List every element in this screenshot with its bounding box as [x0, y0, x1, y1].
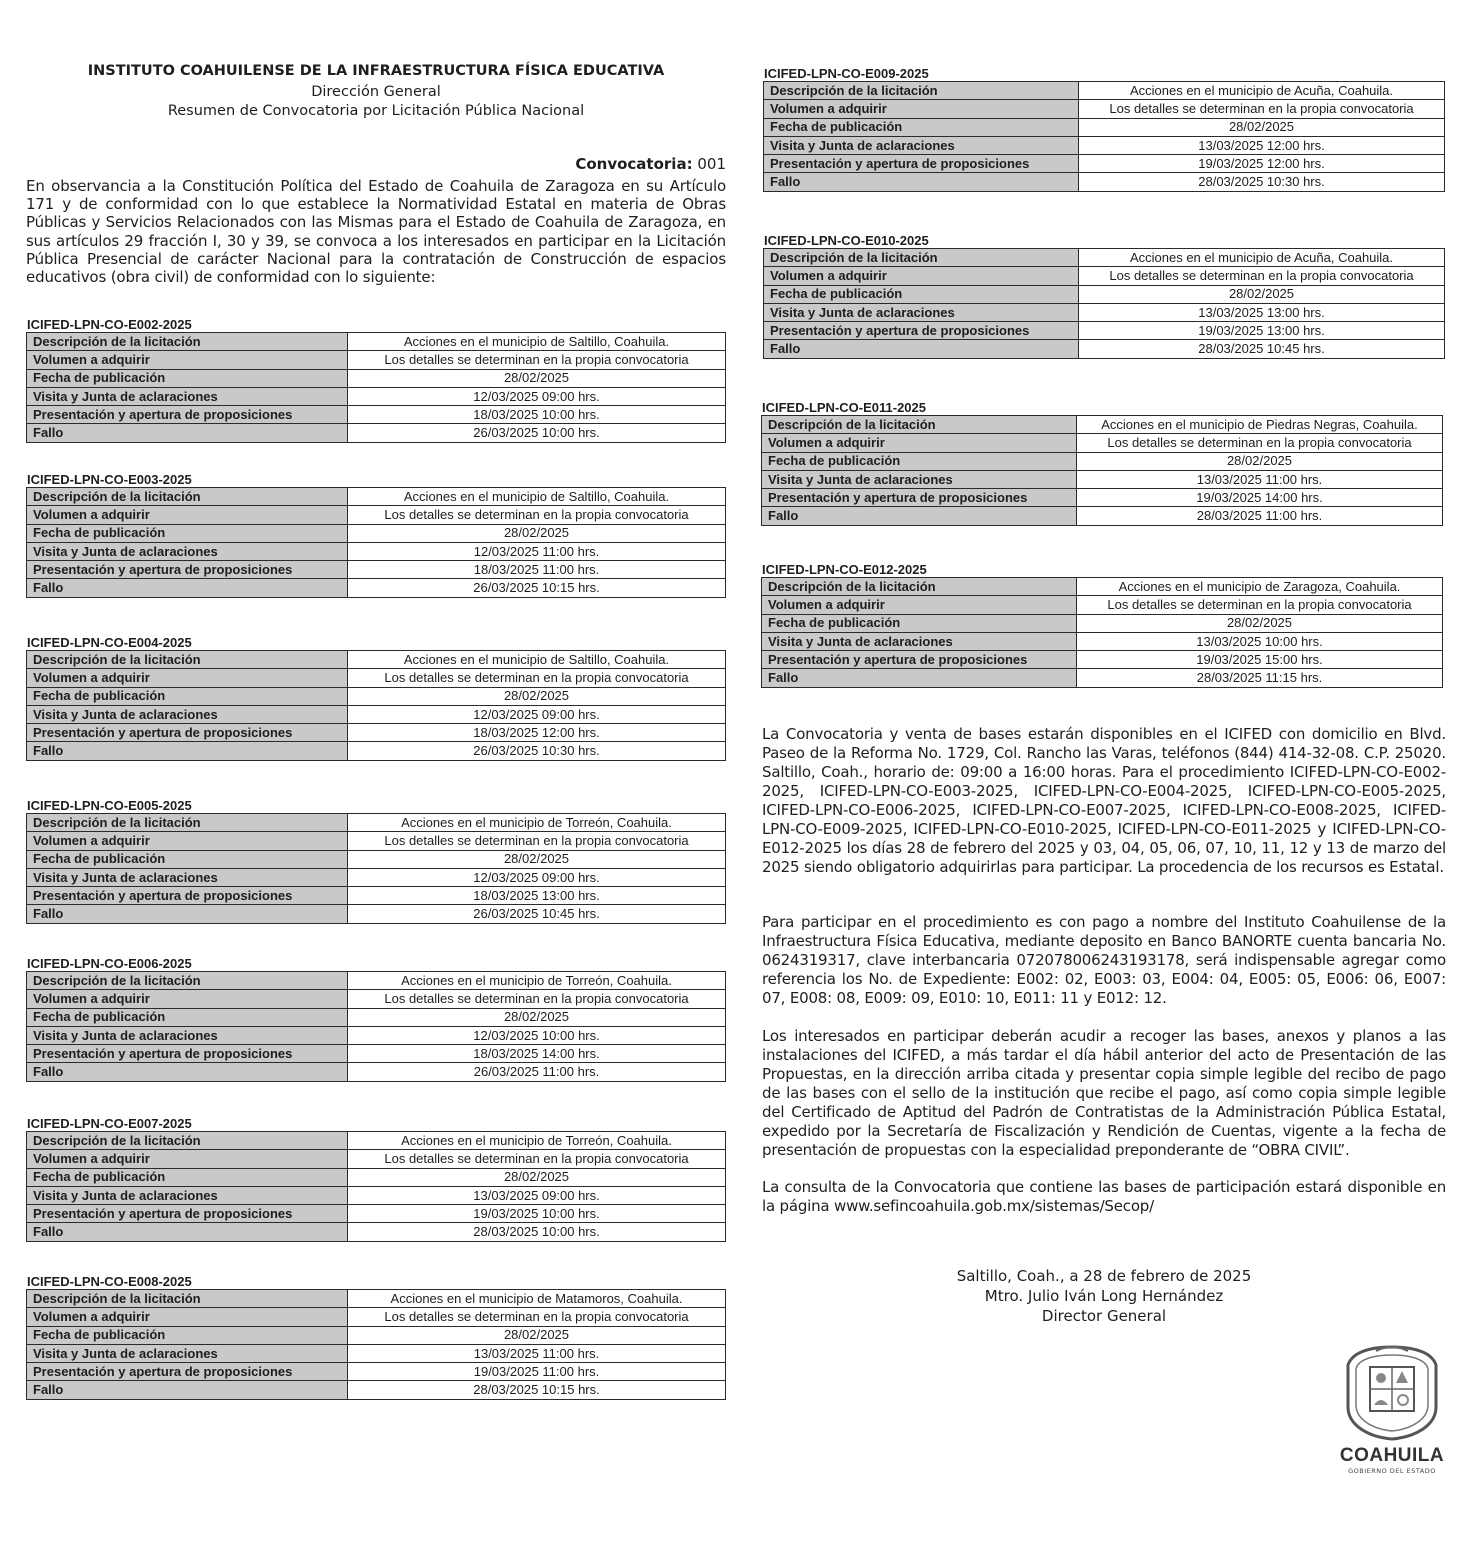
- licitacion-table: [763, 248, 1445, 359]
- row-label: Fallo: [27, 905, 348, 923]
- table-row: [27, 1308, 726, 1326]
- row-label: Descripción de la licitación: [27, 1290, 348, 1308]
- licitacion-block: [761, 563, 1443, 688]
- table-row: [27, 369, 726, 387]
- row-label: Descripción de la licitación: [27, 814, 348, 832]
- row-value: 28/03/2025 10:45 hrs.: [1079, 340, 1445, 358]
- table-row: [762, 470, 1443, 488]
- table-row: [764, 118, 1445, 136]
- licitacion-block: [26, 957, 726, 1082]
- row-label: Visita y Junta de aclaraciones: [27, 705, 348, 723]
- row-value: 28/02/2025: [348, 524, 726, 542]
- row-value: Acciones en el municipio de Torreón, Coahuila.: [348, 1132, 726, 1150]
- row-value: Los detalles se determinan en la propia convocatoria: [348, 506, 726, 524]
- convocatoria-value: 001: [697, 155, 726, 173]
- row-value: 26/03/2025 10:45 hrs.: [348, 905, 726, 923]
- row-value: 26/03/2025 10:15 hrs.: [348, 579, 726, 597]
- row-label: Presentación y apertura de proposiciones: [762, 489, 1077, 507]
- row-value: 28/03/2025 10:00 hrs.: [348, 1223, 726, 1241]
- row-label: Visita y Junta de aclaraciones: [762, 470, 1077, 488]
- table-row: [764, 303, 1445, 321]
- licitacion-table: [761, 577, 1443, 688]
- row-value: 26/03/2025 10:00 hrs.: [348, 424, 726, 442]
- signature-name: Mtro. Julio Iván Long Hernández: [984, 1287, 1224, 1305]
- table-row: [762, 434, 1443, 452]
- table-row: [764, 322, 1445, 340]
- row-value: Acciones en el municipio de Acuña, Coahuila.: [1079, 82, 1445, 100]
- row-label: Presentación y apertura de proposiciones: [27, 1045, 348, 1063]
- row-value: 18/03/2025 13:00 hrs.: [348, 887, 726, 905]
- row-value: 19/03/2025 11:00 hrs.: [348, 1363, 726, 1381]
- row-label: Fecha de publicación: [27, 524, 348, 542]
- table-row: [27, 406, 726, 424]
- row-value: 28/02/2025: [348, 1326, 726, 1344]
- table-row: [27, 579, 726, 597]
- row-label: Volumen a adquirir: [27, 351, 348, 369]
- licitacion-id: ICIFED-LPN-CO-E010-2025: [764, 233, 929, 248]
- row-label: Fallo: [764, 173, 1079, 191]
- row-value: 28/02/2025: [348, 1168, 726, 1186]
- row-label: Presentación y apertura de proposiciones: [762, 651, 1077, 669]
- row-label: Visita y Junta de aclaraciones: [27, 1344, 348, 1362]
- paragraph-consulta: La consulta de la Convocatoria que contiene las bases de participación estará disponible en la página www.sefincoahuila.gob.mx/sistemas/Secop/: [762, 1178, 1446, 1215]
- row-value: Los detalles se determinan en la propia convocatoria: [348, 1150, 726, 1168]
- row-value: 26/03/2025 11:00 hrs.: [348, 1063, 726, 1081]
- licitacion-table: [26, 1131, 726, 1242]
- row-label: Fallo: [27, 742, 348, 760]
- table-row: [27, 905, 726, 923]
- row-label: Presentación y apertura de proposiciones: [27, 1363, 348, 1381]
- row-value: Los detalles se determinan en la propia convocatoria: [1077, 434, 1443, 452]
- row-value: 28/03/2025 10:30 hrs.: [1079, 173, 1445, 191]
- row-value: 13/03/2025 09:00 hrs.: [348, 1186, 726, 1204]
- row-value: Acciones en el municipio de Torreón, Coahuila.: [348, 814, 726, 832]
- row-label: Presentación y apertura de proposiciones: [764, 322, 1079, 340]
- licitacion-table: [26, 971, 726, 1082]
- licitacion-block: [26, 636, 726, 761]
- row-label: Fallo: [762, 669, 1077, 687]
- row-value: Los detalles se determinan en la propia convocatoria: [348, 1308, 726, 1326]
- paragraph-pago: Para participar en el procedimiento es con pago a nombre del Instituto Coahuilense de la Infraestructura Física Educativa, mediante deposito en Banco BANORTE cuenta bancaria No. 0624319317, clave interbancaria 072078006243193178, será indispensable agregar como referencia los No. de Expediente: E002: 02, E003: 03, E004: 04, E005: 05, E006: 06, E007: 07, E008: 08, E009: 09, E010: 10, E011: 11 y E012: 12.: [762, 913, 1446, 1007]
- convocatoria-label: Convocatoria:: [575, 155, 693, 173]
- table-row: [764, 136, 1445, 154]
- row-label: Presentación y apertura de proposiciones: [27, 561, 348, 579]
- header-subtitle: Resumen de Convocatoria por Licitación Pública Nacional: [167, 103, 585, 119]
- table-row: [27, 1363, 726, 1381]
- row-value: 28/02/2025: [1079, 285, 1445, 303]
- row-value: Los detalles se determinan en la propia convocatoria: [1079, 100, 1445, 118]
- table-row: [27, 669, 726, 687]
- row-value: 13/03/2025 12:00 hrs.: [1079, 136, 1445, 154]
- row-label: Fallo: [27, 1381, 348, 1399]
- row-label: Volumen a adquirir: [762, 434, 1077, 452]
- table-row: [762, 489, 1443, 507]
- table-row: [764, 340, 1445, 358]
- table-row: [764, 82, 1445, 100]
- table-row: [27, 1344, 726, 1362]
- licitacion-id: ICIFED-LPN-CO-E002-2025: [27, 317, 192, 332]
- row-value: 18/03/2025 11:00 hrs.: [348, 561, 726, 579]
- table-row: [27, 1063, 726, 1081]
- row-label: Visita y Junta de aclaraciones: [27, 387, 348, 405]
- row-label: Descripción de la licitación: [27, 972, 348, 990]
- table-row: [27, 542, 726, 560]
- row-label: Fallo: [27, 1063, 348, 1081]
- table-row: [27, 724, 726, 742]
- row-label: Fallo: [764, 340, 1079, 358]
- row-value: 12/03/2025 09:00 hrs.: [348, 387, 726, 405]
- row-label: Visita y Junta de aclaraciones: [27, 1026, 348, 1044]
- row-value: Los detalles se determinan en la propia convocatoria: [1079, 267, 1445, 285]
- table-row: [27, 651, 726, 669]
- table-row: [27, 687, 726, 705]
- row-value: Los detalles se determinan en la propia convocatoria: [348, 832, 726, 850]
- table-row: [27, 887, 726, 905]
- table-row: [762, 651, 1443, 669]
- table-row: [27, 742, 726, 760]
- licitacion-table: [763, 81, 1445, 192]
- row-value: 28/02/2025: [348, 687, 726, 705]
- licitacion-id: ICIFED-LPN-CO-E012-2025: [762, 562, 927, 577]
- table-row: [27, 524, 726, 542]
- table-row: [27, 1045, 726, 1063]
- paragraph-requisitos: Los interesados en participar deberán acudir a recoger las bases, anexos y planos a las instalaciones del ICIFED, a más tardar el día hábil anterior del acto de Presentación de las Propuestas, en la dirección arriba citada y presentar copia simple legible del recibo de pago de las bases con el sello de la institución que recibe el pago, así como copia simple legible del Certificado de Aptitud del Padrón de Contratistas de la Administración Pública Estatal, expedido por la Secretaría de Fiscalización y Rendición de Cuentas, vigente a la fecha de presentación de propuestas con la especialidad preponderante de “OBRA CIVIL”.: [762, 1027, 1446, 1159]
- row-value: 18/03/2025 14:00 hrs.: [348, 1045, 726, 1063]
- row-label: Visita y Junta de aclaraciones: [27, 1186, 348, 1204]
- table-row: [27, 868, 726, 886]
- table-row: [27, 1223, 726, 1241]
- licitacion-table: [26, 1289, 726, 1400]
- row-label: Volumen a adquirir: [27, 1150, 348, 1168]
- licitacion-block: [761, 401, 1443, 526]
- row-label: Volumen a adquirir: [27, 1308, 348, 1326]
- table-row: [762, 596, 1443, 614]
- table-row: [762, 614, 1443, 632]
- table-row: [27, 1168, 726, 1186]
- row-label: Descripción de la licitación: [27, 488, 348, 506]
- row-value: 28/02/2025: [1077, 614, 1443, 632]
- table-row: [764, 173, 1445, 191]
- row-label: Descripción de la licitación: [762, 416, 1077, 434]
- row-value: 28/02/2025: [1077, 452, 1443, 470]
- row-value: Acciones en el municipio de Saltillo, Coahuila.: [348, 651, 726, 669]
- licitacion-block: [763, 234, 1445, 359]
- row-value: Los detalles se determinan en la propia convocatoria: [1077, 596, 1443, 614]
- row-value: 19/03/2025 14:00 hrs.: [1077, 489, 1443, 507]
- table-row: [762, 452, 1443, 470]
- row-value: 18/03/2025 12:00 hrs.: [348, 724, 726, 742]
- licitacion-id: ICIFED-LPN-CO-E005-2025: [27, 798, 192, 813]
- row-label: Fallo: [27, 424, 348, 442]
- table-row: [27, 850, 726, 868]
- licitacion-table: [26, 487, 726, 598]
- table-row: [27, 832, 726, 850]
- row-value: 12/03/2025 10:00 hrs.: [348, 1026, 726, 1044]
- logo-tagline: GOBIERNO DEL ESTADO: [1348, 1467, 1436, 1475]
- row-label: Volumen a adquirir: [27, 990, 348, 1008]
- licitacion-table: [761, 415, 1443, 526]
- row-value: 13/03/2025 11:00 hrs.: [348, 1344, 726, 1362]
- licitacion-id: ICIFED-LPN-CO-E011-2025: [762, 400, 926, 415]
- table-row: [27, 506, 726, 524]
- table-row: [762, 578, 1443, 596]
- row-value: 18/03/2025 10:00 hrs.: [348, 406, 726, 424]
- row-label: Presentación y apertura de proposiciones: [27, 887, 348, 905]
- table-row: [27, 1326, 726, 1344]
- paragraph-bases: La Convocatoria y venta de bases estarán disponibles en el ICIFED con domicilio en Blvd. Paseo de la Reforma No. 1729, Col. Rancho las Varas, teléfonos (844) 414-32-08. C.P. 25020. Saltillo, Coah., horario de: 09:00 a 16:00 horas. Para el procedimiento ICIFED-LPN-CO-E002-2025, ICIFED-LPN-CO-E003-2025, ICIFED-LPN-CO-E004-2025, ICIFED-LPN-CO-E005-2025, ICIFED-LPN-CO-E006-2025, ICIFED-LPN-CO-E007-2025, ICIFED-LPN-CO-E008-2025, ICIFED-LPN-CO-E009-2025, ICIFED-LPN-CO-E010-2025, ICIFED-LPN-CO-E011-2025 y ICIFED-LPN-CO-E012-2025 los días 28 de febrero del 2025 y 03, 04, 05, 06, 07, 10, 11, 12 y 13 de marzo del 2025 siendo obligatorio adquirirlas para participar. La procedencia de los recursos es Estatal.: [762, 725, 1446, 876]
- table-row: [762, 669, 1443, 687]
- logo-wordmark: COAHUILA: [1339, 1445, 1445, 1466]
- licitacion-id: ICIFED-LPN-CO-E007-2025: [27, 1116, 192, 1131]
- convocatoria-number: [26, 155, 726, 173]
- row-value: Los detalles se determinan en la propia convocatoria: [348, 990, 726, 1008]
- row-value: 13/03/2025 13:00 hrs.: [1079, 303, 1445, 321]
- row-value: 12/03/2025 11:00 hrs.: [348, 542, 726, 560]
- row-label: Descripción de la licitación: [762, 578, 1077, 596]
- row-label: Fecha de publicación: [27, 369, 348, 387]
- row-label: Visita y Junta de aclaraciones: [764, 136, 1079, 154]
- table-row: [27, 387, 726, 405]
- row-value: 28/03/2025 11:00 hrs.: [1077, 507, 1443, 525]
- table-row: [764, 285, 1445, 303]
- row-value: Acciones en el municipio de Piedras Negras, Coahuila.: [1077, 416, 1443, 434]
- row-label: Volumen a adquirir: [762, 596, 1077, 614]
- row-value: 13/03/2025 10:00 hrs.: [1077, 632, 1443, 650]
- row-label: Volumen a adquirir: [27, 506, 348, 524]
- licitacion-block: [26, 473, 726, 598]
- row-label: Fecha de publicación: [762, 452, 1077, 470]
- row-label: Fecha de publicación: [27, 1008, 348, 1026]
- row-label: Volumen a adquirir: [764, 267, 1079, 285]
- row-value: 28/02/2025: [348, 1008, 726, 1026]
- intro-paragraph: En observancia a la Constitución Política del Estado de Coahuila de Zaragoza en su Artículo 171 y de conformidad con lo que establece la Normatividad Estatal en materia de Obras Públicas y Servicios Relacionados con las Mismas para el Estado de Coahuila de Zaragoza, en sus artículos 29 fracción I, 30 y 39, se convoca a los interesados en participar en la Licitación Pública Presencial de carácter Nacional para la contratación de Construcción de espacios educativos (obra civil) de conformidad con lo siguiente:: [26, 177, 726, 287]
- row-value: 26/03/2025 10:30 hrs.: [348, 742, 726, 760]
- licitacion-block: [26, 1275, 726, 1400]
- licitacion-id: ICIFED-LPN-CO-E003-2025: [27, 472, 192, 487]
- row-label: Presentación y apertura de proposiciones: [27, 1205, 348, 1223]
- licitacion-block: [26, 1117, 726, 1242]
- row-label: Visita y Junta de aclaraciones: [762, 632, 1077, 650]
- row-label: Descripción de la licitación: [27, 651, 348, 669]
- row-label: Visita y Junta de aclaraciones: [764, 303, 1079, 321]
- row-value: Acciones en el municipio de Saltillo, Coahuila.: [348, 488, 726, 506]
- row-label: Visita y Junta de aclaraciones: [27, 542, 348, 560]
- row-value: 28/02/2025: [1079, 118, 1445, 136]
- table-row: [27, 333, 726, 351]
- header-org: INSTITUTO COAHUILENSE DE LA INFRAESTRUCTURA FÍSICA EDUCATIVA: [87, 63, 665, 79]
- row-value: Los detalles se determinan en la propia convocatoria: [348, 351, 726, 369]
- row-label: Fallo: [27, 579, 348, 597]
- licitacion-id: ICIFED-LPN-CO-E004-2025: [27, 635, 192, 650]
- row-value: 28/03/2025 10:15 hrs.: [348, 1381, 726, 1399]
- table-row: [764, 100, 1445, 118]
- row-label: Fallo: [762, 507, 1077, 525]
- row-label: Fecha de publicación: [27, 687, 348, 705]
- row-label: Descripción de la licitación: [27, 333, 348, 351]
- row-value: 19/03/2025 13:00 hrs.: [1079, 322, 1445, 340]
- table-row: [27, 1150, 726, 1168]
- table-row: [27, 1205, 726, 1223]
- table-row: [762, 416, 1443, 434]
- row-label: Descripción de la licitación: [27, 1132, 348, 1150]
- row-label: Fecha de publicación: [27, 1326, 348, 1344]
- row-label: Fecha de publicación: [764, 118, 1079, 136]
- row-value: 12/03/2025 09:00 hrs.: [348, 868, 726, 886]
- table-row: [27, 488, 726, 506]
- row-label: Descripción de la licitación: [764, 82, 1079, 100]
- row-label: Presentación y apertura de proposiciones: [764, 155, 1079, 173]
- row-label: Presentación y apertura de proposiciones: [27, 406, 348, 424]
- table-row: [27, 705, 726, 723]
- row-value: 28/02/2025: [348, 850, 726, 868]
- table-row: [27, 972, 726, 990]
- row-value: Acciones en el municipio de Zaragoza, Coahuila.: [1077, 578, 1443, 596]
- row-value: Acciones en el municipio de Torreón, Coahuila.: [348, 972, 726, 990]
- coahuila-logo: [1336, 1343, 1448, 1475]
- header-dept: Dirección General: [311, 84, 441, 100]
- row-value: 28/03/2025 11:15 hrs.: [1077, 669, 1443, 687]
- row-label: Presentación y apertura de proposiciones: [27, 724, 348, 742]
- row-label: Fecha de publicación: [762, 614, 1077, 632]
- table-row: [27, 351, 726, 369]
- licitacion-id: ICIFED-LPN-CO-E009-2025: [764, 66, 929, 81]
- table-row: [762, 507, 1443, 525]
- row-value: 19/03/2025 15:00 hrs.: [1077, 651, 1443, 669]
- table-row: [764, 267, 1445, 285]
- table-row: [764, 249, 1445, 267]
- licitacion-id: ICIFED-LPN-CO-E006-2025: [27, 956, 192, 971]
- row-value: Acciones en el municipio de Matamoros, Coahuila.: [348, 1290, 726, 1308]
- licitacion-table: [26, 332, 726, 443]
- row-label: Descripción de la licitación: [764, 249, 1079, 267]
- state-seal-icon: [1336, 1343, 1448, 1441]
- row-value: Acciones en el municipio de Acuña, Coahuila.: [1079, 249, 1445, 267]
- row-label: Fecha de publicación: [764, 285, 1079, 303]
- licitacion-block: [763, 67, 1445, 192]
- licitacion-block: [26, 799, 726, 924]
- signature-place-date: Saltillo, Coah., a 28 de febrero de 2025: [956, 1267, 1252, 1285]
- row-value: Los detalles se determinan en la propia convocatoria: [348, 669, 726, 687]
- table-row: [27, 990, 726, 1008]
- row-label: Fecha de publicación: [27, 1168, 348, 1186]
- table-row: [27, 814, 726, 832]
- row-label: Fecha de publicación: [27, 850, 348, 868]
- row-label: Fallo: [27, 1223, 348, 1241]
- table-row: [27, 1186, 726, 1204]
- row-label: Volumen a adquirir: [764, 100, 1079, 118]
- licitacion-id: ICIFED-LPN-CO-E008-2025: [27, 1274, 192, 1289]
- row-label: Volumen a adquirir: [27, 832, 348, 850]
- table-row: [27, 424, 726, 442]
- signature-role: Director General: [1041, 1307, 1167, 1325]
- table-row: [762, 632, 1443, 650]
- table-row: [27, 1381, 726, 1399]
- row-value: Acciones en el municipio de Saltillo, Coahuila.: [348, 333, 726, 351]
- row-label: Volumen a adquirir: [27, 669, 348, 687]
- row-value: 19/03/2025 10:00 hrs.: [348, 1205, 726, 1223]
- table-row: [27, 1132, 726, 1150]
- licitacion-table: [26, 813, 726, 924]
- table-row: [27, 561, 726, 579]
- licitacion-table: [26, 650, 726, 761]
- row-label: Visita y Junta de aclaraciones: [27, 868, 348, 886]
- row-value: 12/03/2025 09:00 hrs.: [348, 705, 726, 723]
- row-value: 28/02/2025: [348, 369, 726, 387]
- table-row: [27, 1008, 726, 1026]
- table-row: [764, 155, 1445, 173]
- licitacion-block: [26, 318, 726, 443]
- table-row: [27, 1290, 726, 1308]
- row-value: 13/03/2025 11:00 hrs.: [1077, 470, 1443, 488]
- row-value: 19/03/2025 12:00 hrs.: [1079, 155, 1445, 173]
- table-row: [27, 1026, 726, 1044]
